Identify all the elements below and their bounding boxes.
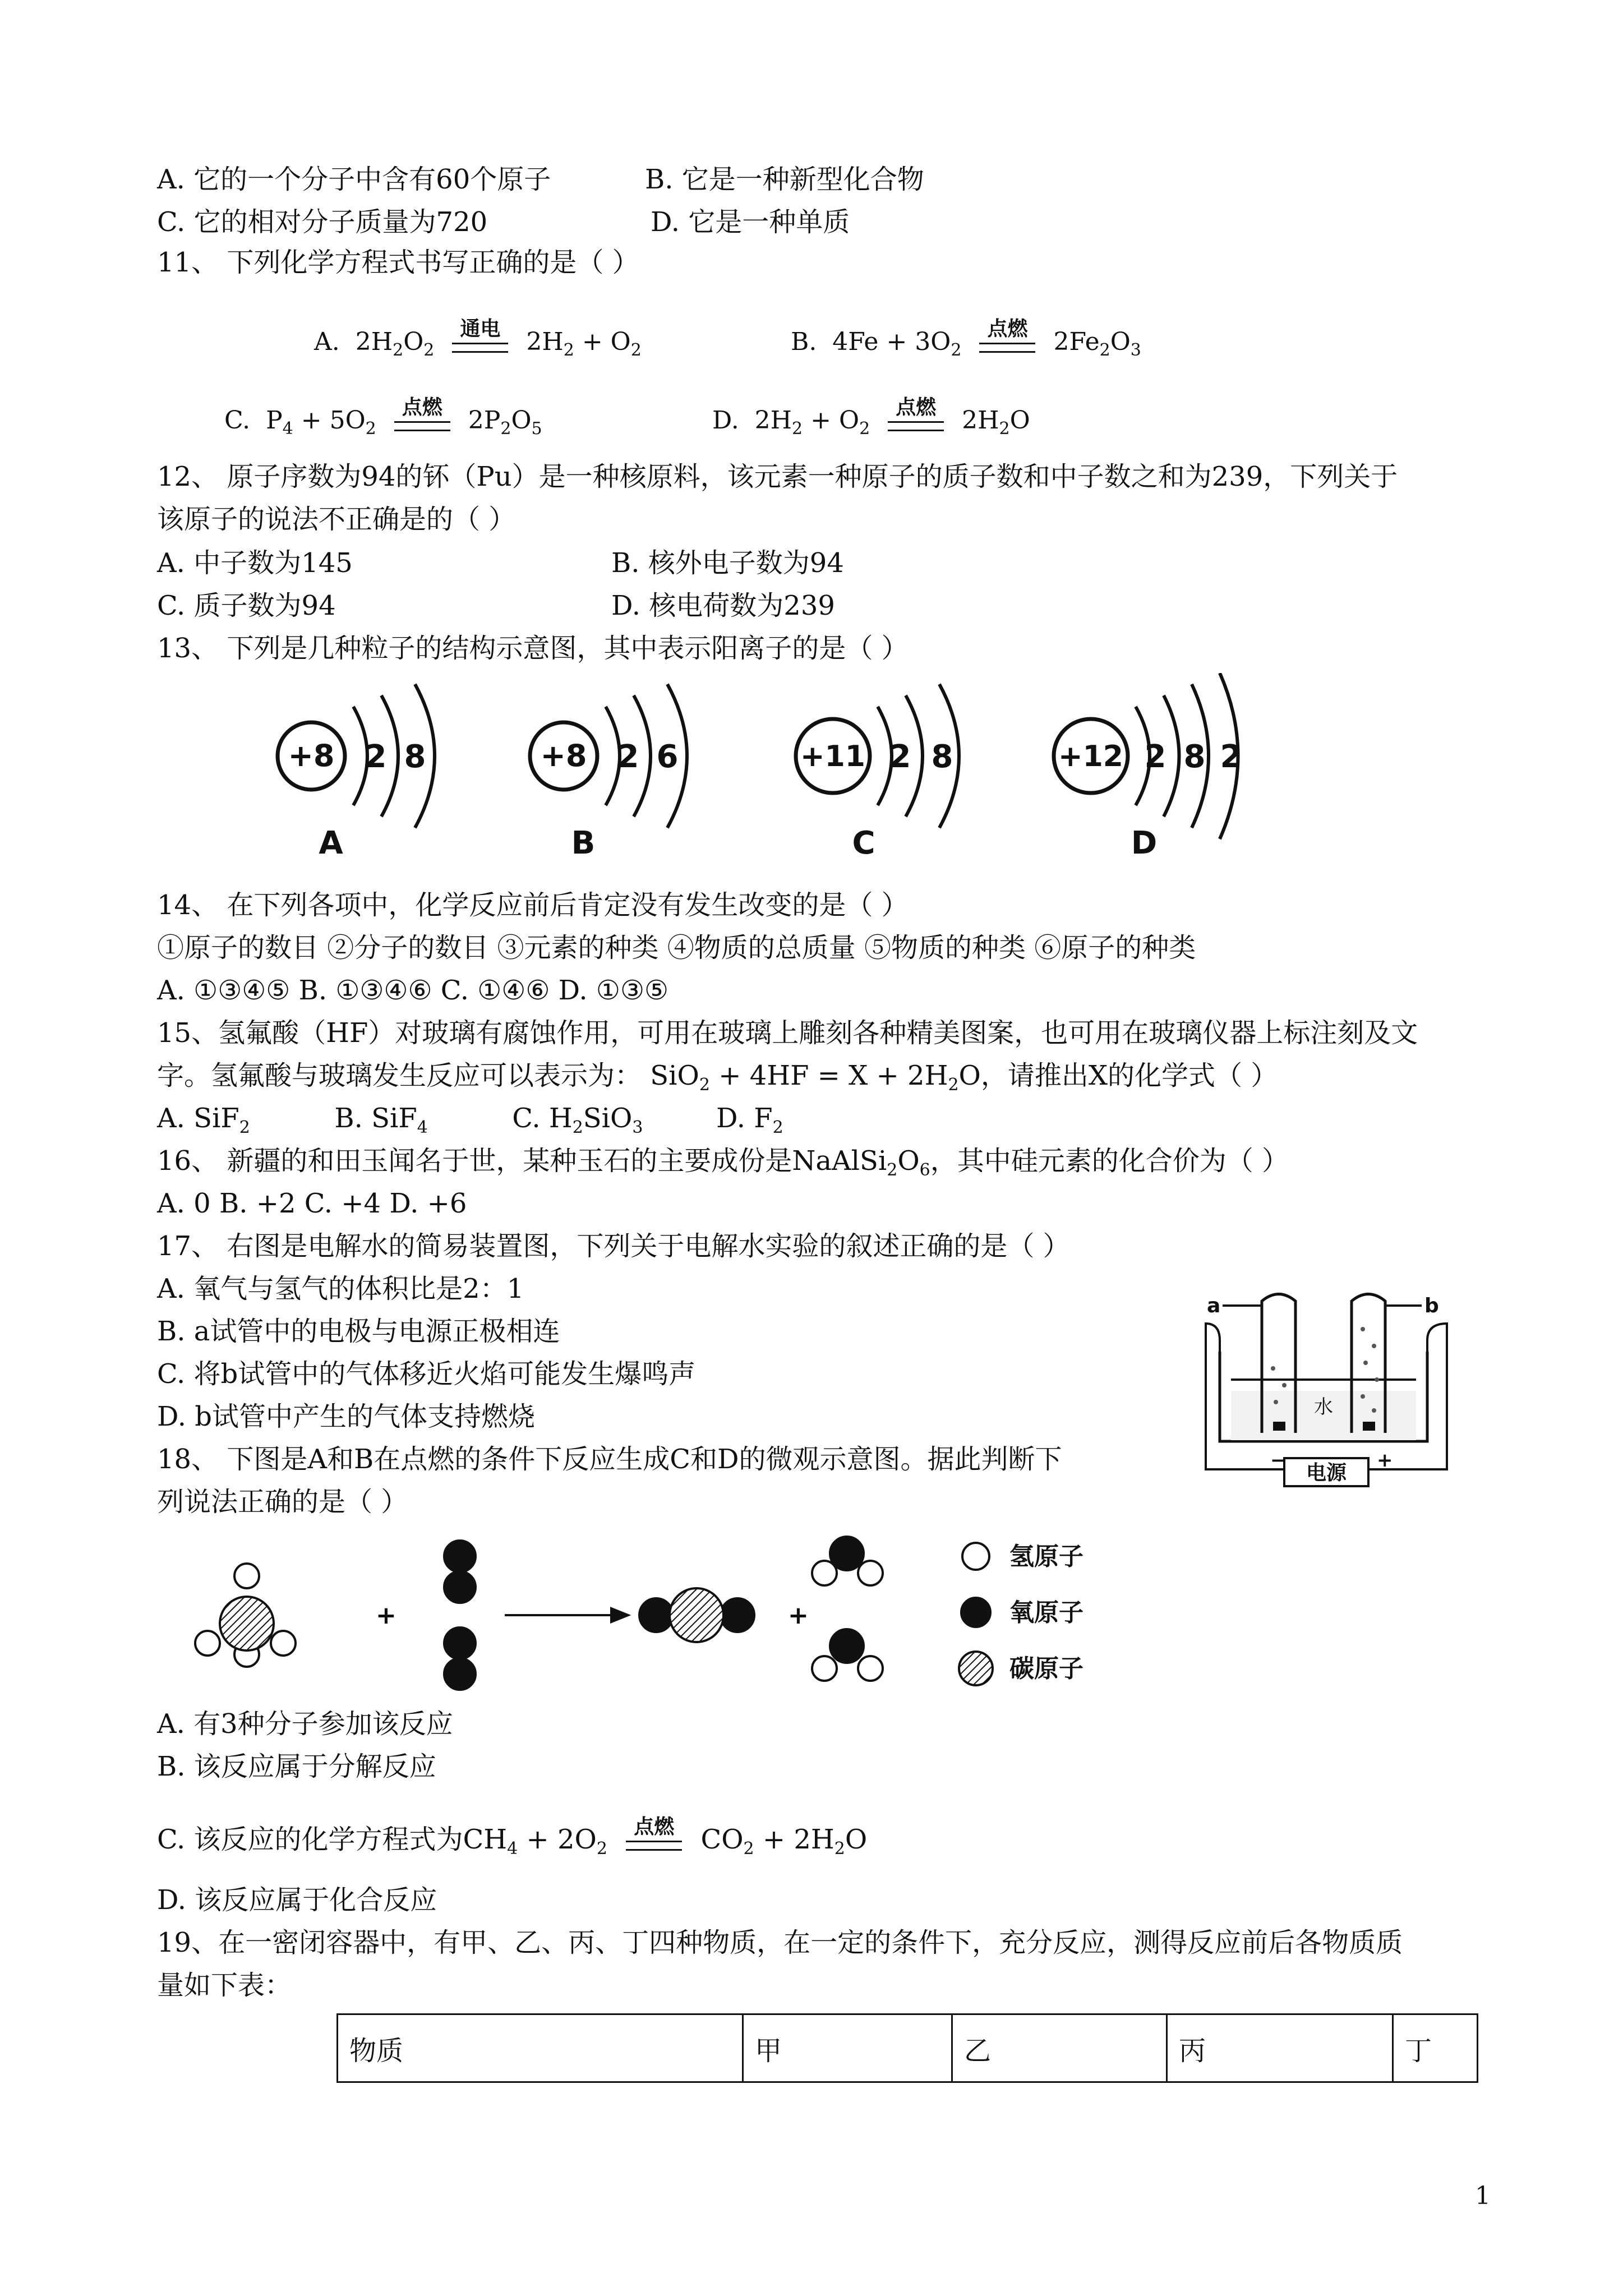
legend-hydrogen: 氢原子 xyxy=(1009,1542,1083,1571)
q15-options xyxy=(157,1101,783,1145)
q10-option-a: A. 它的一个分子中含有60个原子 xyxy=(157,164,551,195)
shell-electrons: 2 xyxy=(365,739,387,775)
q10-option-d: D. 它是一种单质 xyxy=(651,206,850,238)
q16-options: A. 0 B. +2 C. +4 D. +6 xyxy=(157,1188,467,1219)
table-header-cell: 丙 xyxy=(1167,2014,1393,2082)
q12-option-b: B. 核外电子数为94 xyxy=(611,547,844,579)
q11-d-label: D. xyxy=(712,406,739,435)
q18-stem-line1: 18、 下图是A和B在点燃的条件下反应生成C和D的微观示意图。据此判断下 xyxy=(157,1444,1062,1475)
shell-electrons: 2 xyxy=(889,739,911,775)
shell-electrons: 6 xyxy=(656,739,679,775)
q18-option-a: A. 有3种分子参加该反应 xyxy=(157,1708,453,1740)
ignite-condition: 点燃 xyxy=(394,405,450,439)
page-number: 1 xyxy=(1475,2182,1491,2210)
q11-c-label: C. xyxy=(224,406,251,435)
q14-options: A. ①③④⑤ B. ①③④⑥ C. ①④⑥ D. ①③⑤ xyxy=(157,975,668,1006)
electrolysis-condition: 通电 xyxy=(452,327,508,361)
table-header-row xyxy=(338,2014,1478,2082)
table-header-cell: 物质 xyxy=(338,2014,743,2082)
q18-stem-line2: 列说法正确的是（ ） xyxy=(157,1486,408,1518)
positive-terminal: + xyxy=(1377,1449,1393,1472)
oxygen-molecule xyxy=(444,1628,476,1690)
q12-stem-line2: 该原子的说法不正确是的（ ） xyxy=(157,504,516,535)
particle-d xyxy=(1054,673,1242,861)
power-source-label: 电源 xyxy=(1306,1461,1347,1484)
table-header-cell: 乙 xyxy=(952,2014,1167,2082)
q14-items: ①原子的数目 ②分子的数目 ③元素的种类 ④物质的总质量 ⑤物质的种类 ⑥原子的种类 xyxy=(157,932,1196,963)
oxygen-molecule xyxy=(444,1541,476,1603)
q11-equation-b: B. $4Fe + 3O_2$ 点燃 $2Fe_2O_3$ xyxy=(791,317,1141,360)
q15-option-b: B. SiF$_4$ xyxy=(334,1103,428,1137)
hydrogen-atom-legend-icon xyxy=(962,1543,989,1570)
q11-equation-a: A. $2H_2O_2$ 通电 $2H_2 + O_2$ xyxy=(314,317,642,360)
q15-option-d: D. $F_2$ xyxy=(716,1103,783,1137)
q17-stem: 17、 右图是电解水的简易装置图，下列关于电解水实验的叙述正确的是（ ） xyxy=(157,1230,1070,1262)
q19-stem-line1: 19、在一密闭容器中，有甲、乙、丙、丁四种物质，在一定的条件下，充分反应，测得反应前后各物质质 xyxy=(157,1927,1403,1958)
particle-label: D xyxy=(1131,825,1158,861)
q14-stem: 14、 在下列各项中，化学反应前后肯定没有发生改变的是（ ） xyxy=(157,889,909,921)
q12-option-c: C. 质子数为94 xyxy=(157,590,336,621)
shell-electrons: 8 xyxy=(931,739,953,775)
tube-b-label: b xyxy=(1424,1294,1439,1317)
shell-electrons: 2 xyxy=(617,739,639,775)
q16-stem: 16、 新疆的和田玉闻名于世，某种玉石的主要成份是$NaAlSi_2O_6$，其中硅元素的化合价为（ ） xyxy=(157,1145,1289,1180)
table-header-cell: 丁 xyxy=(1393,2014,1478,2082)
q12-stem-line1: 12、 原子序数为94的钚（Pu）是一种核原料，该元素一种原子的质子数和中子数之和为239，下列关于 xyxy=(157,461,1398,492)
nucleus-charge: +11 xyxy=(800,740,865,773)
particle-label: C xyxy=(852,825,875,861)
nucleus-charge: +8 xyxy=(540,738,587,773)
ignite-condition: 点燃 xyxy=(979,327,1035,361)
q17-option-d: D. b试管中产生的气体支持燃烧 xyxy=(157,1401,536,1432)
particle-c xyxy=(796,684,959,861)
q11-a-label: A. xyxy=(314,328,340,356)
atomic-structure-diagrams xyxy=(247,673,1256,875)
legend-oxygen: 氧原子 xyxy=(1009,1598,1083,1627)
q12-option-d: D. 核电荷数为239 xyxy=(611,590,835,621)
electrolysis-apparatus xyxy=(1200,1290,1469,1497)
q15-stem-line2: 字。氢氟酸与玻璃发生反应可以表示为： $SiO_2 + 4HF = X + 2H_2O$，请推出X的化学式（ ） xyxy=(157,1060,1278,1095)
oxygen-atom-legend-icon xyxy=(961,1598,990,1627)
water-molecule xyxy=(812,1629,883,1681)
particle-label: A xyxy=(319,825,343,861)
water-molecule xyxy=(812,1537,883,1585)
methane-molecule xyxy=(195,1564,296,1667)
q11-stem: 11、 下列化学方程式书写正确的是（ ） xyxy=(157,247,639,278)
mass-table xyxy=(336,2013,1478,2083)
q18-option-b: B. 该反应属于分解反应 xyxy=(157,1751,436,1782)
particle-a xyxy=(278,684,435,861)
q17-option-b: B. a试管中的电极与电源正极相连 xyxy=(157,1316,560,1347)
q11-equation-d: D. $2H_2 + O_2$ 点燃 $2H_2O$ xyxy=(712,395,1030,439)
particle-b xyxy=(530,684,687,861)
q18-option-c: C. 该反应的化学方程式为$CH_4 + 2O_2$ 点燃 $CO_2 + 2H_2O$ xyxy=(157,1815,868,1859)
plus-sign: + xyxy=(788,1601,809,1630)
q17-option-a: A. 氧气与氢气的体积比是2：1 xyxy=(157,1273,524,1304)
q12-option-a: A. 中子数为145 xyxy=(157,547,353,579)
shell-electrons: 2 xyxy=(1220,739,1242,775)
q15-option-a: A. SiF$_2$ xyxy=(157,1103,250,1137)
ignite-condition: 点燃 xyxy=(626,1825,682,1859)
carbon-atom-legend-icon xyxy=(959,1652,993,1685)
tube-a-label: a xyxy=(1207,1294,1221,1317)
q10-option-b: B. 它是一种新型化合物 xyxy=(645,164,924,195)
q10-option-c: C. 它的相对分子质量为720 xyxy=(157,206,488,238)
negative-terminal: − xyxy=(1270,1449,1287,1472)
q18-option-d: D. 该反应属于化合反应 xyxy=(157,1884,437,1916)
carbon-dioxide-molecule xyxy=(639,1588,754,1642)
water-label: 水 xyxy=(1314,1396,1333,1418)
reaction-micro-diagram xyxy=(191,1531,1166,1699)
q11-equation-c: C. $P_4 + 5O_2$ 点燃 $2P_2O_5$ xyxy=(224,395,542,439)
q15-option-c: C. $H_2SiO_3$ xyxy=(512,1103,643,1137)
particle-label: B xyxy=(571,825,596,861)
q17-option-c: C. 将b试管中的气体移近火焰可能发生爆鸣声 xyxy=(157,1358,696,1390)
q15-stem-line1: 15、氢氟酸（HF）对玻璃有腐蚀作用，可用在玻璃上雕刻各种精美图案，也可用在玻璃仪器上标注刻及文 xyxy=(157,1017,1418,1049)
ignite-condition: 点燃 xyxy=(888,405,944,439)
nucleus-charge: +12 xyxy=(1058,740,1123,773)
q19-stem-line2: 量如下表： xyxy=(157,1970,292,2001)
shell-electrons: 2 xyxy=(1144,739,1166,775)
shell-electrons: 8 xyxy=(1183,739,1206,775)
legend-carbon: 碳原子 xyxy=(1009,1654,1083,1683)
q11-b-label: B. xyxy=(791,328,817,356)
table-header-cell: 甲 xyxy=(743,2014,952,2082)
plus-sign: + xyxy=(376,1601,396,1630)
nucleus-charge: +8 xyxy=(288,738,335,773)
shell-electrons: 8 xyxy=(404,739,426,775)
q13-stem: 13、 下列是几种粒子的结构示意图，其中表示阳离子的是（ ） xyxy=(157,633,909,664)
